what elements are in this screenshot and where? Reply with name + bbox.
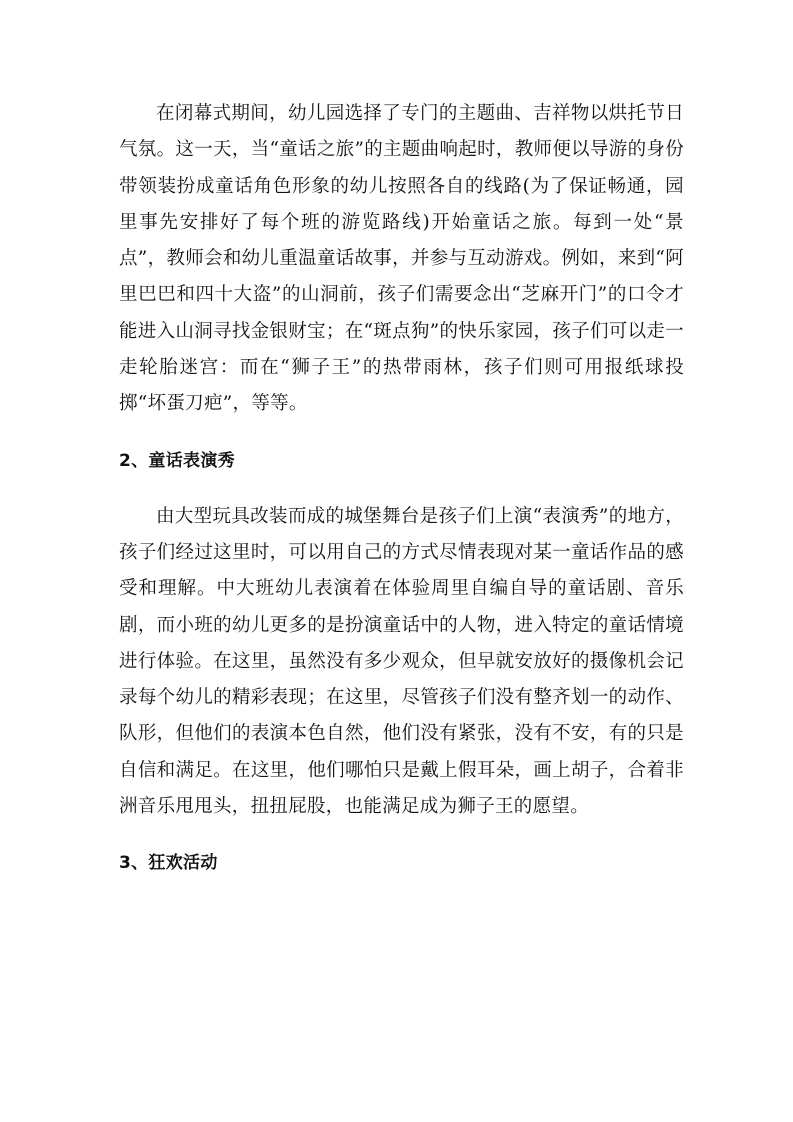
section-heading-fairy-tale-show: 2、童话表演秀 (119, 450, 235, 471)
intro-paragraph: 在闭幕式期间，幼儿园选择了专门的主题曲、吉祥物以烘托节日气氛。这一天，当“童话之旅”的主题曲响起时，教师便以导游的身份带领装扮成童话角色形象的幼儿按照各自的线路(为了保证畅通，园里事先安排好了每个班的游览路线)开始童话之旅。每到一处“景点”，教师会和幼儿重温童话故事，并参与互动游戏。例如，来到“阿里巴巴和四十大盗”的山洞前，孩子们需要念出“芝麻开门”的口令才能进入山洞寻找金银财宝；在“斑点狗”的快乐家园，孩子们可以走一走轮胎迷宫：而在“狮子王”的热带雨林，孩子们则可用报纸球投掷“坏蛋刀疤”，等等。 (119, 103, 684, 415)
spacer (119, 825, 684, 845)
section-heading-carnival: 3、狂欢活动 (119, 853, 218, 874)
fairy-tale-show-paragraph: 由大型玩具改装而成的城堡舞台是孩子们上演“表演秀”的地方，孩子们经过这里时，可以用自己的方式尽情表现对某一童话作品的感受和理解。中大班幼儿表演着在体验周里自编自导的童话剧、音乐剧，而小班的幼儿更多的是扮演童话中的人物，进入特定的童话情境进行体验。在这里，虽然没有多少观众，但早就安放好的摄像机会记录每个幼儿的精彩表现；在这里，尽管孩子们没有整齐划一的动作、队形，但他们的表演本色自然，他们没有紧张，没有不安，有的只是自信和满足。在这里，他们哪怕只是戴上假耳朵，画上胡子，合着非洲音乐甩甩头，扭扭屁股，也能满足成为狮子王的愿望。 (119, 505, 684, 818)
spacer (119, 423, 684, 443)
document-body (119, 96, 684, 881)
spacer (119, 479, 684, 499)
